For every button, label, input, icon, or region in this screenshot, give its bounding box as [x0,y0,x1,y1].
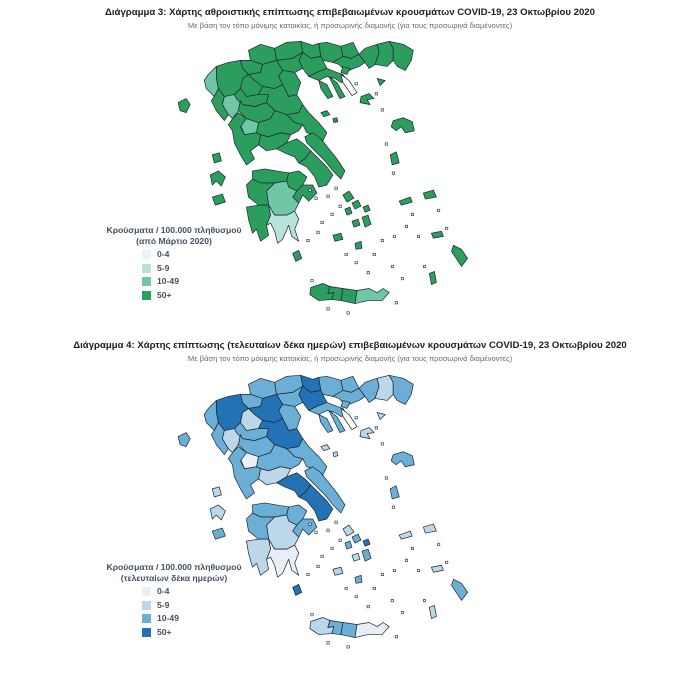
region-limnos [360,94,374,105]
region-athos [341,74,357,95]
legend-row [142,628,262,637]
region-karpathos [429,605,436,618]
region-samothraki [377,412,385,419]
legend-title-line1: Κρούσματα / 100.000 πληθυσμού [106,562,242,572]
region-kefalonia [210,505,225,520]
region-paros [352,553,360,561]
legend-swatch [142,628,151,637]
region-kythira [293,250,302,261]
region-samos [423,190,436,199]
region-kos [431,565,443,572]
legend-row [142,264,262,273]
region-syros [345,541,352,549]
legend-label: 10-49 [157,613,179,623]
region-lesbos [391,452,414,467]
region-andros [343,191,354,202]
region-milos [333,233,343,241]
legend-title-line2: (από Μάρτιο 2020) [136,236,212,246]
figure2-subtitle: Με βάση τον τόπο μόνιμης κατοικίας, ή προσωρινής διαμονής (για τους προσωρινά διαμένοντες) [187,354,513,363]
region-chios [390,486,399,499]
legend-row [142,291,262,300]
region-achaia [253,503,289,517]
legend-label: 50+ [157,626,172,637]
figure1-title: Διάγραμμα 3: Χάρτης αθροιστικής επίπτωσης επιβεβαιωμένων κρουσμάτων COVID-19, 23 Οκτωβρίου 2020 [105,7,595,18]
region-corfu [178,433,190,447]
region-mykonos [363,205,370,212]
region-sporades [321,111,338,123]
region-ikaria [399,531,412,539]
region-ikaria [399,197,412,205]
legend-swatch [142,614,151,623]
region-lasithi [355,289,389,304]
region-rhodes [451,245,467,266]
region-kythira [293,584,302,595]
figure1-subtitle: Με βάση τον τόπο μόνιμης κατοικίας, ή προσωρινής διαμονής (για τους προσωρινά διαμένοντες) [187,21,513,30]
region-kefalonia [210,171,225,186]
legend-label: 5-9 [157,599,170,610]
legend-title-line1: Κρούσματα / 100.000 πληθυσμού [106,225,242,235]
region-tinos [352,534,361,543]
legend-label: 50+ [157,289,172,300]
legend-row [142,614,262,623]
region-mykonos [363,539,370,546]
region-santorini [355,575,362,583]
region-naxos [362,549,371,561]
legend-row [142,601,262,610]
region-samothraki [377,78,385,85]
region-santorini [355,241,362,249]
region-corfu [178,99,190,113]
region-paros [352,219,360,227]
region-heraklion [341,623,357,638]
figure2-title: Διάγραμμα 4: Χάρτης επίπτωσης (τελευταίων δέκα ημερών) επιβεβαιωμένων κρουσμάτων COVID-19, 23 Οκτωβρίου 2020 [73,340,627,351]
region-lasithi [355,623,389,638]
region-naxos [362,215,371,227]
region-rhodes [451,579,467,600]
legend-last-ten-days [86,562,262,641]
region-lefkada [212,153,221,163]
region-lefkada [212,487,221,497]
region-zakynthos [212,194,225,205]
region-syros [345,207,352,215]
region-chios [390,152,399,165]
legend-swatch [142,264,151,273]
legend-swatch [142,250,151,259]
legend-title-line2: (τελευταίων δέκα ημερών) [120,573,228,583]
legend-row [142,277,262,286]
legend-row [142,587,262,596]
legend-swatch [142,277,151,286]
region-limnos [360,428,374,439]
region-karpathos [429,271,436,284]
region-achaia [253,169,289,183]
legend-swatch [142,587,151,596]
region-athos [341,408,357,429]
region-milos [333,567,343,575]
region-heraklion [341,289,357,304]
legend-label: 0-4 [157,586,170,596]
legend-label: 10-49 [157,276,179,286]
region-zakynthos [212,528,225,539]
legend-label: 5-9 [157,262,170,273]
region-sporades [321,445,338,457]
region-tinos [352,200,361,209]
region-samos [423,524,436,533]
region-kos [431,231,443,238]
region-lesbos [391,118,414,133]
legend-swatch [142,601,151,610]
legend-label: 0-4 [157,249,170,259]
legend-swatch [142,291,151,300]
region-andros [343,525,354,536]
legend-row [142,250,262,259]
legend-cumulative [86,225,262,304]
